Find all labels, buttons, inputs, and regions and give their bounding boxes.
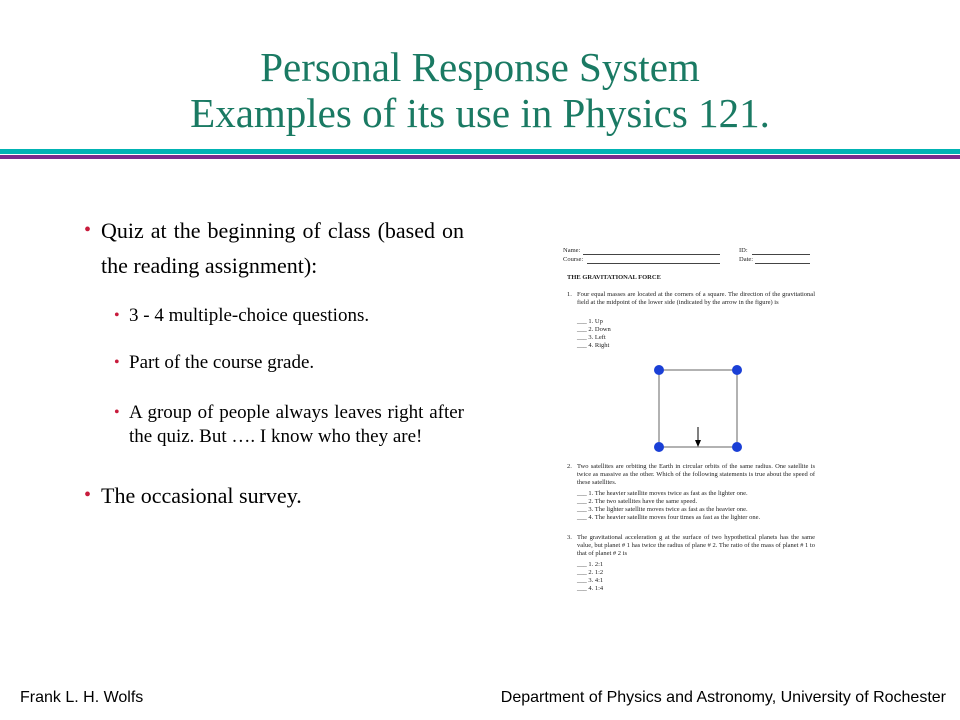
sub-bullet-grade: [114, 351, 464, 375]
bullet-dot-icon: •: [84, 219, 92, 241]
title-divider-purple: [0, 155, 960, 159]
sub-bullet-questions: [114, 304, 464, 328]
bullet-dot-icon: •: [114, 307, 120, 324]
bullet-survey-text: The occasional survey.: [101, 483, 302, 508]
slide-title: [0, 44, 960, 136]
answer-option: ___ 4. 1:4: [577, 585, 604, 592]
bullet-dot-icon: •: [114, 404, 120, 421]
sub-bullet-text: Part of the course grade.: [129, 352, 315, 373]
date-line: [755, 256, 810, 264]
answer-option: ___ 3. Left: [577, 334, 606, 341]
bullet-survey: [84, 478, 464, 513]
footer-author: Frank L. H. Wolfs: [20, 689, 144, 706]
mass-dot: [732, 365, 742, 375]
bullet-quiz-text: Quiz at the beginning of class (based on the reading assignment):: [101, 218, 464, 278]
answer-option: ___ 1. The heavier satellite moves twice as fast as the lighter one.: [577, 490, 748, 497]
bullet-quiz: [84, 213, 464, 283]
name-line: [583, 247, 720, 255]
bullet-list: [84, 213, 464, 513]
question-number: 3.: [567, 534, 572, 541]
question-number: 1.: [567, 291, 572, 298]
question-number: 2.: [567, 463, 572, 470]
course-line: [587, 256, 720, 264]
sub-bullet-text: A group of people always leaves right after the quiz. But …. I know who they are!: [129, 402, 464, 447]
bullet-dot-icon: •: [114, 354, 120, 371]
id-line: [752, 247, 810, 255]
footer-department: Department of Physics and Astronomy, University of Rochester: [500, 689, 946, 706]
down-arrow-icon: [695, 440, 701, 447]
mass-dot: [732, 442, 742, 452]
answer-option: ___ 3. The lighter satellite moves twice as fast as the heavier one.: [577, 506, 748, 513]
sub-bullet-leaves: [114, 401, 464, 449]
answer-option: ___ 4. The heavier satellite moves four times as fast as the lighter one.: [577, 514, 761, 521]
square-masses-diagram: [650, 363, 750, 463]
answer-option: ___ 2. 1:2: [577, 569, 604, 576]
sub-bullet-text: 3 - 4 multiple-choice questions.: [129, 305, 370, 326]
date-label: Date:: [739, 256, 754, 263]
answer-option: ___ 3. 4:1: [577, 577, 604, 584]
sheet-heading: THE GRAVITATIONAL FORCE: [567, 274, 661, 281]
question-text: Four equal masses are located at the corners of a square. The direction of the gravitational field at the midpoint of the lower side (indicated by the arrow in the figure) is: [577, 291, 815, 306]
title-line-2: Examples of its use in Physics 121.: [190, 90, 770, 136]
answer-option: ___ 2. The two satellites have the same speed.: [577, 498, 698, 505]
title-divider-teal: [0, 149, 960, 154]
bullet-dot-icon: •: [84, 484, 92, 506]
answer-option: ___ 1. Up: [577, 318, 603, 325]
question-text: The gravitational acceleration g at the surface of two hypothetical planets has the same value, but planet # 1 has twice the radius of plane # 2. The ratio of the mass of planet # 1 to that of planet # 2 is: [577, 534, 815, 557]
answer-option: ___ 2. Down: [577, 326, 611, 333]
mass-dot: [654, 442, 664, 452]
id-label: ID:: [739, 247, 748, 254]
answer-option: ___ 1. 2:1: [577, 561, 604, 568]
question-text: Two satellites are orbiting the Earth in circular orbits of the same radius. One satellite is twice as massive as the other. Which of the following statements is true about the speed of these satellites.: [577, 463, 815, 486]
title-line-1: Personal Response System: [260, 44, 700, 90]
course-label: Course:: [563, 256, 584, 263]
answer-option: ___ 4. Right: [577, 342, 610, 349]
name-label: Name:: [563, 247, 581, 254]
mass-dot: [654, 365, 664, 375]
